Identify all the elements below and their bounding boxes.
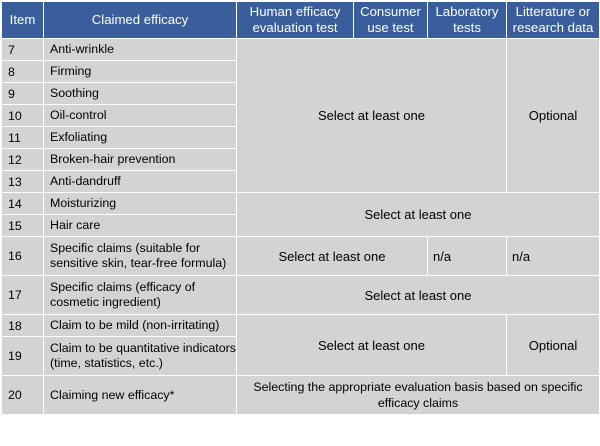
- header-claimed-efficacy: Claimed efficacy: [44, 2, 237, 39]
- cell-select-at-least-one: Select at least one: [237, 315, 507, 376]
- table-row: [2, 193, 600, 215]
- table-row: [2, 276, 600, 315]
- header-consumer-use: Consumer use test: [354, 2, 428, 39]
- table-row: [2, 315, 600, 337]
- table-header-row: [2, 2, 600, 39]
- cell-evaluation-basis: Selecting the appropriate evaluation basis based on specific efficacy claims: [237, 376, 600, 415]
- row-number: 15: [2, 215, 44, 237]
- row-claim: Hair care: [44, 215, 237, 237]
- row-number: 19: [2, 337, 44, 376]
- cell-select-at-least-one: Select at least one: [237, 193, 600, 237]
- row-claim: Claiming new efficacy*: [44, 376, 237, 415]
- row-number: 8: [2, 61, 44, 83]
- table-row: [2, 237, 600, 276]
- row-number: 14: [2, 193, 44, 215]
- row-number: 9: [2, 83, 44, 105]
- header-item: Item: [2, 2, 44, 39]
- row-number: 13: [2, 171, 44, 193]
- row-number: 17: [2, 276, 44, 315]
- cell-optional: Optional: [507, 315, 600, 376]
- row-claim: Anti-dandruff: [44, 171, 237, 193]
- cell-select-at-least-one: Select at least one: [237, 39, 507, 193]
- row-claim: Specific claims (efficacy of cosmetic ingredient): [44, 276, 237, 315]
- row-number: 11: [2, 127, 44, 149]
- row-number: 7: [2, 39, 44, 61]
- row-claim: Anti-wrinkle: [44, 39, 237, 61]
- cell-na-literature: n/a: [507, 237, 600, 276]
- cell-optional: Optional: [507, 39, 600, 193]
- row-claim: Specific claims (suitable for sensitive skin, tear-free formula): [44, 237, 237, 276]
- table-row: [2, 39, 600, 61]
- header-literature: Litterature or research data: [507, 2, 600, 39]
- row-claim: Exfoliating: [44, 127, 237, 149]
- row-claim: Broken-hair prevention: [44, 149, 237, 171]
- row-claim: Soothing: [44, 83, 237, 105]
- row-claim: Claim to be quantitative indicators (time, statistics, etc.): [44, 337, 237, 376]
- row-claim: Firming: [44, 61, 237, 83]
- row-number: 18: [2, 315, 44, 337]
- row-claim: Oil-control: [44, 105, 237, 127]
- cell-select-at-least-one: Select at least one: [237, 276, 600, 315]
- table-row: [2, 376, 600, 415]
- header-laboratory: Laboratory tests: [428, 2, 507, 39]
- cell-na-laboratory: n/a: [428, 237, 507, 276]
- row-number: 16: [2, 237, 44, 276]
- row-number: 10: [2, 105, 44, 127]
- header-human-efficacy: Human efficacy evaluation test: [237, 2, 354, 39]
- efficacy-claims-table: [1, 1, 600, 415]
- row-number: 20: [2, 376, 44, 415]
- row-claim: Claim to be mild (non-irritating): [44, 315, 237, 337]
- row-number: 12: [2, 149, 44, 171]
- row-claim: Moisturizing: [44, 193, 237, 215]
- cell-select-at-least-one: Select at least one: [237, 237, 428, 276]
